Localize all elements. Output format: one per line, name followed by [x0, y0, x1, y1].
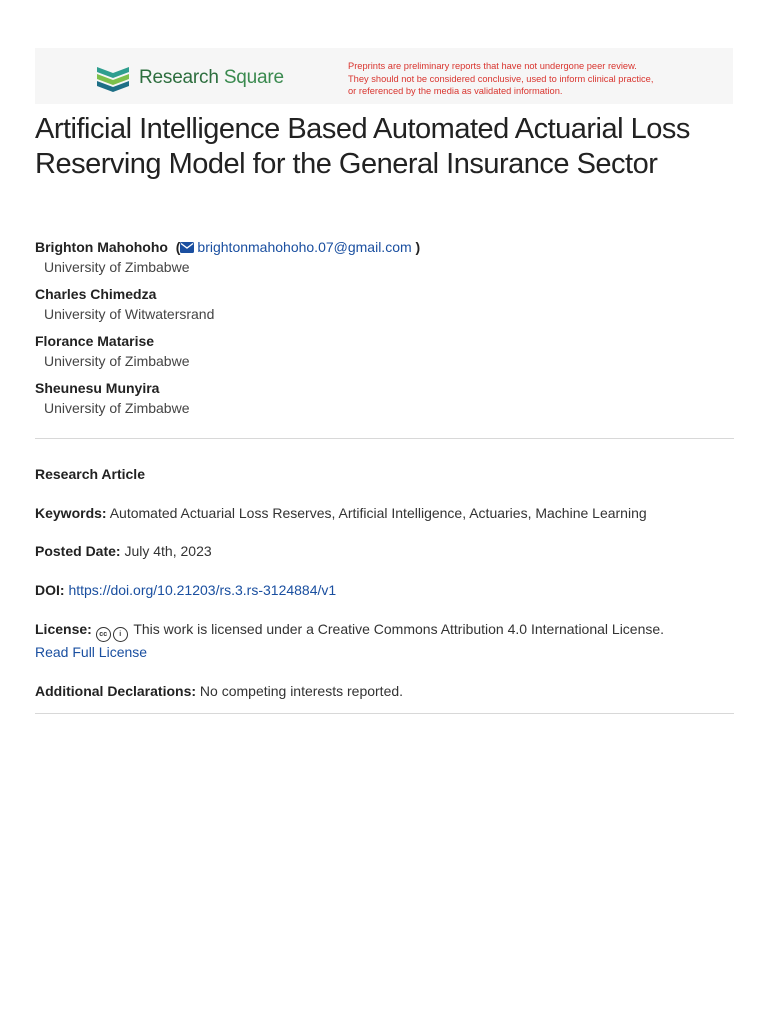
keywords-value: Automated Actuarial Loss Reserves, Artificial Intelligence, Actuaries, Machine Learning: [109, 505, 647, 521]
preprint-disclaimer: [348, 60, 653, 98]
doi-link[interactable]: https://doi.org/10.21203/rs.3.rs-3124884/v1: [68, 582, 337, 598]
author-name: Sheunesu Munyira: [35, 380, 160, 396]
declarations-label: Additional Declarations:: [35, 683, 197, 699]
disclaimer-line: They should not be considered conclusive, used to inform clinical practice,: [348, 73, 654, 84]
posted-date-value: July 4th, 2023: [124, 543, 212, 559]
license-text: This work is licensed under a Creative Commons Attribution 4.0 International License.: [133, 621, 665, 637]
author-name: Florance Matarise: [35, 333, 155, 349]
doi-label: DOI:: [35, 582, 65, 598]
paper-title: Artificial Intelligence Based Automated Actuarial Loss Reserving Model for the General Insurance Sector: [35, 113, 690, 180]
divider: [35, 713, 734, 714]
creative-commons-icon: cc: [96, 627, 111, 642]
author-name: Charles Chimedza: [35, 286, 157, 302]
read-full-license-link[interactable]: Read Full License: [35, 644, 148, 660]
author-affiliation: University of Zimbabwe: [44, 259, 190, 275]
attribution-icon: i: [113, 627, 128, 642]
license-row: [35, 619, 735, 662]
envelope-icon: [180, 242, 194, 253]
author-email-link[interactable]: brightonmahohoho.07@gmail.com: [197, 239, 412, 255]
author-affiliation: University of Witwatersrand: [44, 306, 215, 322]
research-square-logo-icon: [95, 64, 131, 92]
declarations-value: No competing interests reported.: [199, 683, 404, 699]
logo-text: Research Square: [139, 67, 284, 88]
preprint-banner: [35, 48, 733, 104]
author-list: [35, 237, 735, 425]
posted-date-label: Posted Date:: [35, 543, 121, 559]
author-affiliation: University of Zimbabwe: [44, 353, 190, 369]
declarations-row: [35, 681, 735, 701]
disclaimer-line: Preprints are preliminary reports that have not undergone peer review.: [348, 61, 637, 71]
research-square-logo[interactable]: [95, 64, 284, 92]
license-label: License:: [35, 621, 92, 637]
disclaimer-line: or referenced by the media as validated information.: [348, 86, 563, 96]
author-name: Brighton Mahohoho ( brightonmahohoho.07@gmail.com ): [35, 239, 421, 255]
article-type: Research Article: [35, 466, 145, 482]
doi-row: [35, 580, 735, 600]
author-affiliation: University of Zimbabwe: [44, 400, 190, 416]
posted-date-row: [35, 541, 735, 561]
divider: [35, 438, 734, 439]
keywords-label: Keywords:: [35, 505, 107, 521]
keywords-row: [35, 503, 735, 523]
